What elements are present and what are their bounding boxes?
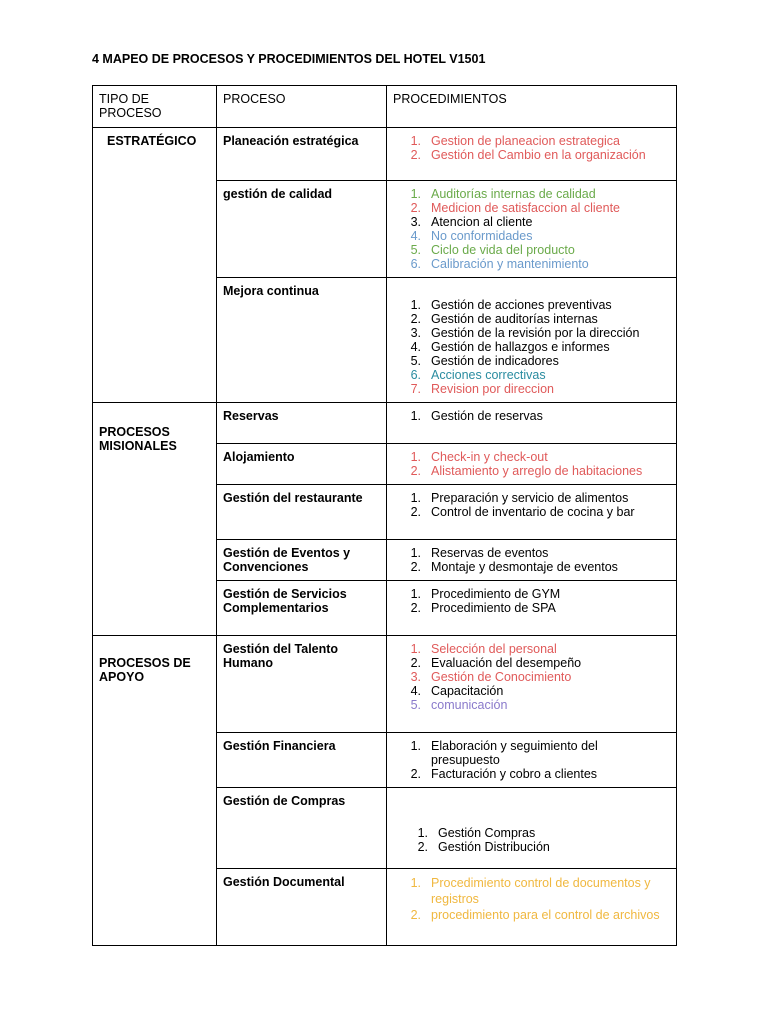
process-label: Gestión del Talento Humano	[223, 642, 339, 670]
procedure-number: 1.	[410, 876, 421, 890]
process-cell	[217, 485, 387, 540]
process-cell	[217, 540, 387, 581]
procedure-list	[387, 485, 676, 519]
procedures-cell	[387, 733, 677, 788]
procedure-number: 3.	[410, 670, 421, 684]
procedure-number: 2.	[410, 656, 421, 670]
procedure-number: 2.	[410, 201, 421, 215]
header-process: PROCESO	[223, 92, 286, 106]
table-row	[93, 636, 677, 733]
procedure-number: 2.	[410, 560, 421, 574]
procedure-item	[398, 340, 670, 354]
procedure-item	[398, 875, 670, 907]
procedure-number: 1.	[410, 546, 421, 560]
procedure-text: Gestión Distribución	[438, 840, 550, 854]
procedures-cell	[387, 869, 677, 946]
process-label: Gestión Documental	[223, 875, 345, 889]
table-row	[93, 128, 677, 181]
process-label: Gestión Financiera	[223, 739, 336, 753]
document-title: 4 MAPEO DE PROCESOS Y PROCEDIMIENTOS DEL HOTEL V1501	[92, 52, 486, 66]
procedure-item	[398, 148, 670, 162]
procedure-item	[398, 505, 670, 519]
procedure-text: Gestion de planeacion estrategica	[431, 134, 621, 148]
type-cell-missional	[93, 403, 217, 636]
procedure-list	[387, 181, 676, 271]
procedure-number: 1.	[410, 739, 421, 753]
procedure-text: Alistamiento y arreglo de habitaciones	[431, 464, 643, 478]
procedure-text: Capacitación	[431, 684, 504, 698]
procedure-text: Control de inventario de cocina y bar	[431, 505, 635, 519]
procedure-number: 1.	[410, 134, 421, 148]
procedure-ol	[398, 450, 670, 478]
procedure-item	[398, 326, 670, 340]
process-label: Reservas	[223, 409, 279, 423]
procedure-number: 3.	[410, 215, 421, 229]
procedure-number: 1.	[410, 491, 421, 505]
procedure-text: Gestión de acciones preventivas	[431, 298, 612, 312]
procedure-item	[398, 354, 670, 368]
procedure-item	[398, 684, 670, 698]
procedure-list	[387, 278, 676, 396]
procedure-text: Acciones correctivas	[431, 368, 546, 382]
procedure-number: 6.	[410, 257, 421, 271]
process-cell	[217, 181, 387, 278]
procedure-ol	[398, 409, 670, 423]
header-row	[93, 86, 677, 128]
procedure-number: 1.	[417, 826, 428, 840]
header-procedures-cell	[387, 86, 677, 128]
procedure-item	[398, 243, 670, 257]
process-cell	[217, 444, 387, 485]
procedure-number: 5.	[410, 243, 421, 257]
procedures-cell	[387, 636, 677, 733]
procedure-ol	[398, 587, 670, 615]
procedure-number: 2.	[410, 312, 421, 326]
process-cell	[217, 581, 387, 636]
procedure-text: Procedimiento de SPA	[431, 601, 556, 615]
procedure-list	[387, 128, 676, 162]
procedure-item	[398, 698, 670, 712]
procedure-item	[398, 201, 670, 215]
procedure-item	[405, 840, 670, 854]
procedure-item	[398, 739, 670, 767]
procedure-item	[398, 587, 670, 601]
procedure-item	[398, 656, 670, 670]
procedure-text: Gestión de auditorías internas	[431, 312, 598, 326]
procedure-ol	[405, 826, 670, 854]
type-cell-strategic	[93, 128, 217, 403]
procedure-number: 5.	[410, 354, 421, 368]
procedure-text: Gestión de hallazgos e informes	[431, 340, 610, 354]
procedure-number: 2.	[417, 840, 428, 854]
procedure-number: 2.	[410, 767, 421, 781]
table-row	[93, 403, 677, 444]
procedure-text: Ciclo de vida del producto	[431, 243, 575, 257]
process-cell	[217, 636, 387, 733]
procedures-cell	[387, 540, 677, 581]
type-strategic: ESTRATÉGICO	[107, 134, 197, 148]
procedure-number: 5.	[410, 698, 421, 712]
procedure-number: 2.	[410, 505, 421, 519]
procedure-number: 4.	[410, 229, 421, 243]
procedure-text: Procedimiento de GYM	[431, 587, 561, 601]
procedure-item	[398, 257, 670, 271]
procedure-text: Montaje y desmontaje de eventos	[431, 560, 618, 574]
procedures-cell	[387, 444, 677, 485]
procedure-item	[398, 187, 670, 201]
procedures-cell	[387, 278, 677, 403]
procedures-cell	[387, 403, 677, 444]
procedure-item	[398, 215, 670, 229]
procedures-cell	[387, 788, 677, 869]
procedure-list	[387, 636, 676, 712]
procedure-item	[398, 464, 670, 478]
process-label: Mejora continua	[223, 284, 319, 298]
procedure-text: Procedimiento control de documentos y registros	[431, 876, 651, 906]
process-label: Gestión de Servicios Complementarios	[223, 587, 347, 615]
procedure-text: Reservas de eventos	[431, 546, 549, 560]
procedure-number: 2.	[410, 601, 421, 615]
process-cell	[217, 128, 387, 181]
procedure-text: Gestión de la revisión por la dirección	[431, 326, 640, 340]
procedure-ol	[398, 875, 670, 923]
process-cell	[217, 869, 387, 946]
process-cell	[217, 733, 387, 788]
procedure-item	[398, 767, 670, 781]
process-cell	[217, 788, 387, 869]
procedure-item	[398, 601, 670, 615]
procedure-number: 1.	[410, 187, 421, 201]
procedure-ol	[398, 491, 670, 519]
procedure-text: Elaboración y seguimiento del presupuesto	[431, 739, 598, 767]
procedure-item	[398, 134, 670, 148]
procedure-list	[387, 444, 676, 478]
procedure-number: 1.	[410, 642, 421, 656]
procedure-number: 1.	[410, 450, 421, 464]
procedure-item	[398, 409, 670, 423]
procedure-ol	[398, 739, 670, 781]
procedure-text: Selección del personal	[431, 642, 557, 656]
procedure-text: Preparación y servicio de alimentos	[431, 491, 629, 505]
procedure-number: 1.	[410, 587, 421, 601]
process-label: Gestión de Compras	[223, 794, 346, 808]
header-type-cell	[93, 86, 217, 128]
procedure-text: No conformidades	[431, 229, 533, 243]
procedure-ol	[398, 546, 670, 574]
process-label: Gestión de Eventos y Convenciones	[223, 546, 351, 574]
procedure-item	[398, 382, 670, 396]
procedure-text: Auditorías internas de calidad	[431, 187, 596, 201]
procedures-cell	[387, 485, 677, 540]
procedure-text: Gestión de indicadores	[431, 354, 559, 368]
procedure-number: 1.	[410, 298, 421, 312]
procedure-text: Gestión de reservas	[431, 409, 543, 423]
procedure-text: comunicación	[431, 698, 508, 712]
type-cell-support	[93, 636, 217, 946]
procedure-list	[387, 733, 676, 781]
process-label: gestión de calidad	[223, 187, 333, 201]
procedure-list	[387, 540, 676, 574]
procedure-text: procedimiento para el control de archivos	[431, 908, 660, 922]
procedure-number: 6.	[410, 368, 421, 382]
procedure-item	[398, 670, 670, 684]
procedure-text: Gestión del Cambio en la organización	[431, 148, 646, 162]
process-label: Planeación estratégica	[223, 134, 359, 148]
procedure-number: 2.	[410, 148, 421, 162]
procedure-number: 2.	[410, 908, 421, 922]
procedure-number: 4.	[410, 340, 421, 354]
procedure-text: Facturación y cobro a clientes	[431, 767, 598, 781]
procedure-number: 7.	[410, 382, 421, 396]
procedure-number: 2.	[410, 464, 421, 478]
procedure-item	[398, 450, 670, 464]
process-label: Alojamiento	[223, 450, 295, 464]
procedure-item	[398, 560, 670, 574]
procedure-ol	[398, 298, 670, 396]
procedure-number: 3.	[410, 326, 421, 340]
procedure-text: Check-in y check-out	[431, 450, 548, 464]
procedure-ol	[398, 134, 670, 162]
process-map-table	[92, 85, 677, 946]
procedure-text: Gestión Compras	[438, 826, 536, 840]
process-cell	[217, 278, 387, 403]
procedure-item	[398, 491, 670, 505]
type-support: PROCESOS DE APOYO	[99, 656, 191, 684]
procedure-number: 1.	[410, 409, 421, 423]
procedure-ol	[398, 642, 670, 712]
header-type: TIPO DE PROCESO	[99, 92, 162, 120]
procedure-list	[387, 788, 676, 854]
procedure-item	[405, 826, 670, 840]
procedure-text: Medicion de satisfaccion al cliente	[431, 201, 620, 215]
procedure-item	[398, 642, 670, 656]
procedure-text: Evaluación del desempeño	[431, 656, 582, 670]
procedure-number: 4.	[410, 684, 421, 698]
procedure-text: Revision por direccion	[431, 382, 554, 396]
procedures-cell	[387, 181, 677, 278]
process-cell	[217, 403, 387, 444]
procedures-cell	[387, 581, 677, 636]
procedure-list	[387, 581, 676, 615]
header-procedures: PROCEDIMIENTOS	[393, 92, 507, 106]
procedures-cell	[387, 128, 677, 181]
header-process-cell	[217, 86, 387, 128]
type-missional: PROCESOS MISIONALES	[99, 425, 177, 453]
process-label: Gestión del restaurante	[223, 491, 363, 505]
procedure-item	[398, 312, 670, 326]
procedure-item	[398, 298, 670, 312]
procedure-item	[398, 368, 670, 382]
procedure-text: Calibración y mantenimiento	[431, 257, 589, 271]
procedure-item	[398, 907, 670, 923]
procedure-item	[398, 229, 670, 243]
procedure-ol	[398, 187, 670, 271]
procedure-list	[387, 403, 676, 423]
procedure-item	[398, 546, 670, 560]
procedure-text: Atencion al cliente	[431, 215, 533, 229]
procedure-list	[387, 869, 676, 923]
procedure-text: Gestión de Conocimiento	[431, 670, 572, 684]
